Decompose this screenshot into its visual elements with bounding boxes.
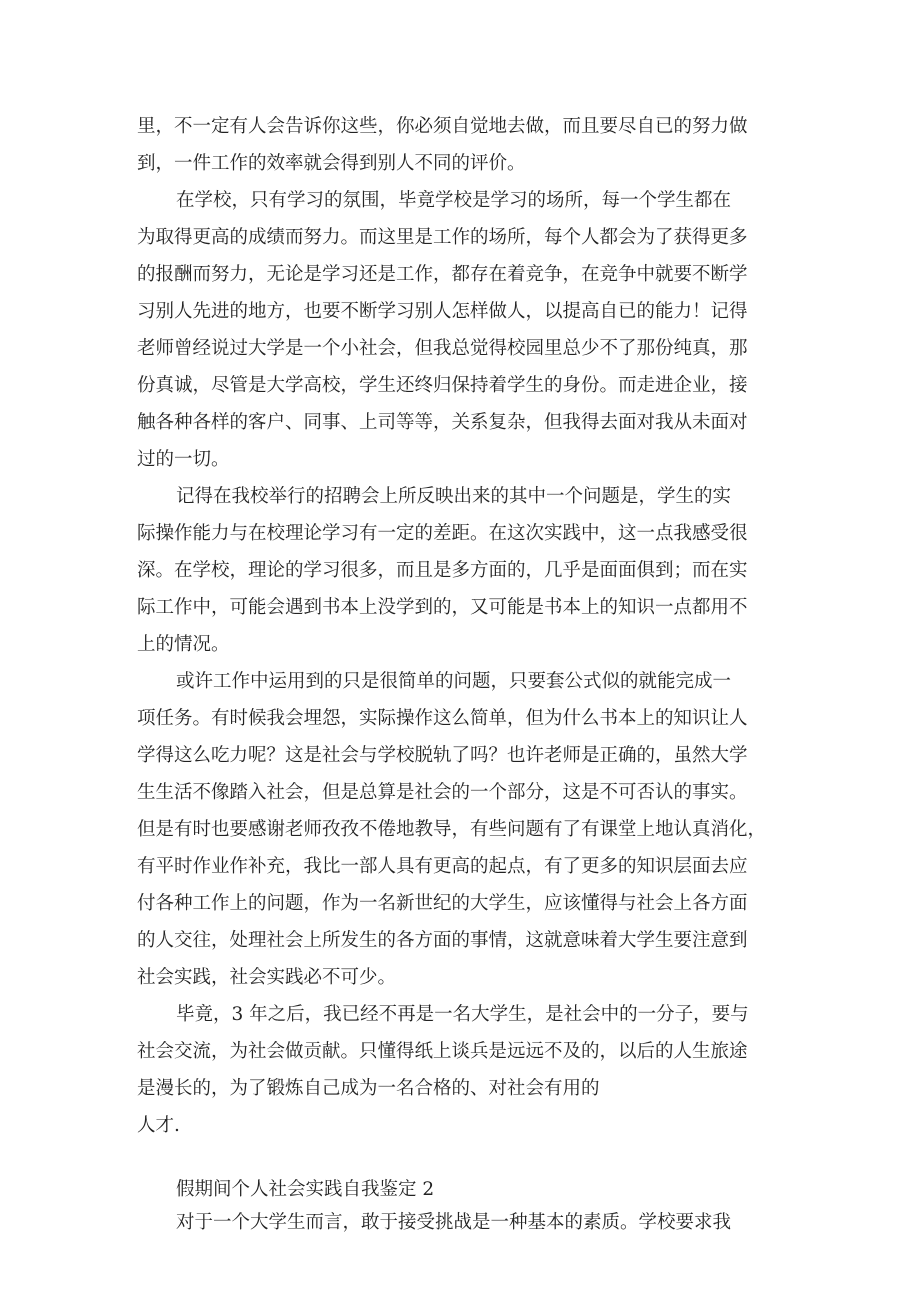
text-line: 项任务。有时候我会埋怨，实际操作这么简单，但为什么书本上的知识让人: [137, 708, 748, 729]
paragraph-start-line: 或许工作中运用到的只是很简单的问题，只要套公式似的就能完成一: [176, 671, 732, 692]
text-line: 但是有时也要感谢老师孜孜不倦地教导，有些问题有了有课堂上地认真消化，: [137, 819, 767, 840]
text-line: 人才.: [137, 1115, 180, 1136]
text-line: 学得这么吃力呢？这是社会与学校脱轨了吗？也许老师是正确的，虽然大学: [137, 745, 748, 766]
text-line: 社会实践，社会实践必不可少。: [137, 967, 397, 988]
text-line: 触各种各样的客户、同事、上司等等，关系复杂，但我得去面对我从未面对: [137, 412, 748, 433]
text-line: 深。在学校，理论的学习很多，而且是多方面的，几乎是面面俱到；而在实: [137, 560, 748, 581]
text-line: 的报酬而努力，无论是学习还是工作，都存在着竞争，在竞争中就要不断学: [137, 264, 748, 285]
text-line: 里，不一定有人会告诉你这些，你必须自觉地去做，而且要尽自已的努力做: [137, 116, 748, 137]
text-line: 的人交往，处理社会上所发生的各方面的事情，这就意味着大学生要注意到: [137, 930, 748, 951]
text-line: 际操作能力与在校理论学习有一定的差距。在这次实践中，这一点我感受很: [137, 523, 748, 544]
text-line: 到，一件工作的效率就会得到别人不同的评价。: [137, 153, 526, 174]
text-line: 际工作中，可能会遇到书本上没学到的，又可能是书本上的知识一点都用不: [137, 597, 748, 618]
text-line: 上的情况。: [137, 634, 230, 655]
text-line: 习别人先进的地方，也要不断学习别人怎样做人，以提高自已的能力！记得: [137, 301, 748, 322]
text-line: 有平时作业作补充，我比一部人具有更高的起点，有了更多的知识层面去应: [137, 856, 748, 877]
text-line: 为取得更高的成绩而努力。而这里是工作的场所，每个人都会为了获得更多: [137, 227, 748, 248]
text-line: 社会交流，为社会做贡献。只懂得纸上谈兵是远远不及的，以后的人生旅途: [137, 1041, 748, 1062]
text-line: 过的一切。: [137, 449, 230, 470]
paragraph-start-line: 在学校，只有学习的氛围，毕竟学校是学习的场所，每一个学生都在: [176, 190, 732, 211]
paragraph-start-line: 毕竟，3 年之后，我已经不再是一名大学生，是社会中的一分子，要与: [176, 1004, 749, 1025]
text-line: 是漫长的，为了锻炼自己成为一名合格的、对社会有用的: [137, 1078, 600, 1099]
text-line: 老师曾经说过大学是一个小社会，但我总觉得校园里总少不了那份纯真，那: [137, 338, 748, 359]
text-line: 生生活不像踏入社会，但是总算是社会的一个部分，这是不可否认的事实。: [137, 782, 748, 803]
paragraph-start-line: 记得在我校举行的招聘会上所反映出来的其中一个问题是，学生的实: [176, 486, 732, 507]
text-line: 份真诚，尽管是大学高校，学生还终归保持着学生的身份。而走进企业，接: [137, 375, 748, 396]
section-heading: 假期间个人社会实践自我鉴定 2: [176, 1179, 435, 1200]
text-line: 付各种工作上的问题，作为一名新世纪的大学生，应该懂得与社会上各方面: [137, 893, 748, 914]
paragraph-start-line: 对于一个大学生而言，敢于接受挑战是一种基本的素质。学校要求我: [176, 1212, 732, 1233]
